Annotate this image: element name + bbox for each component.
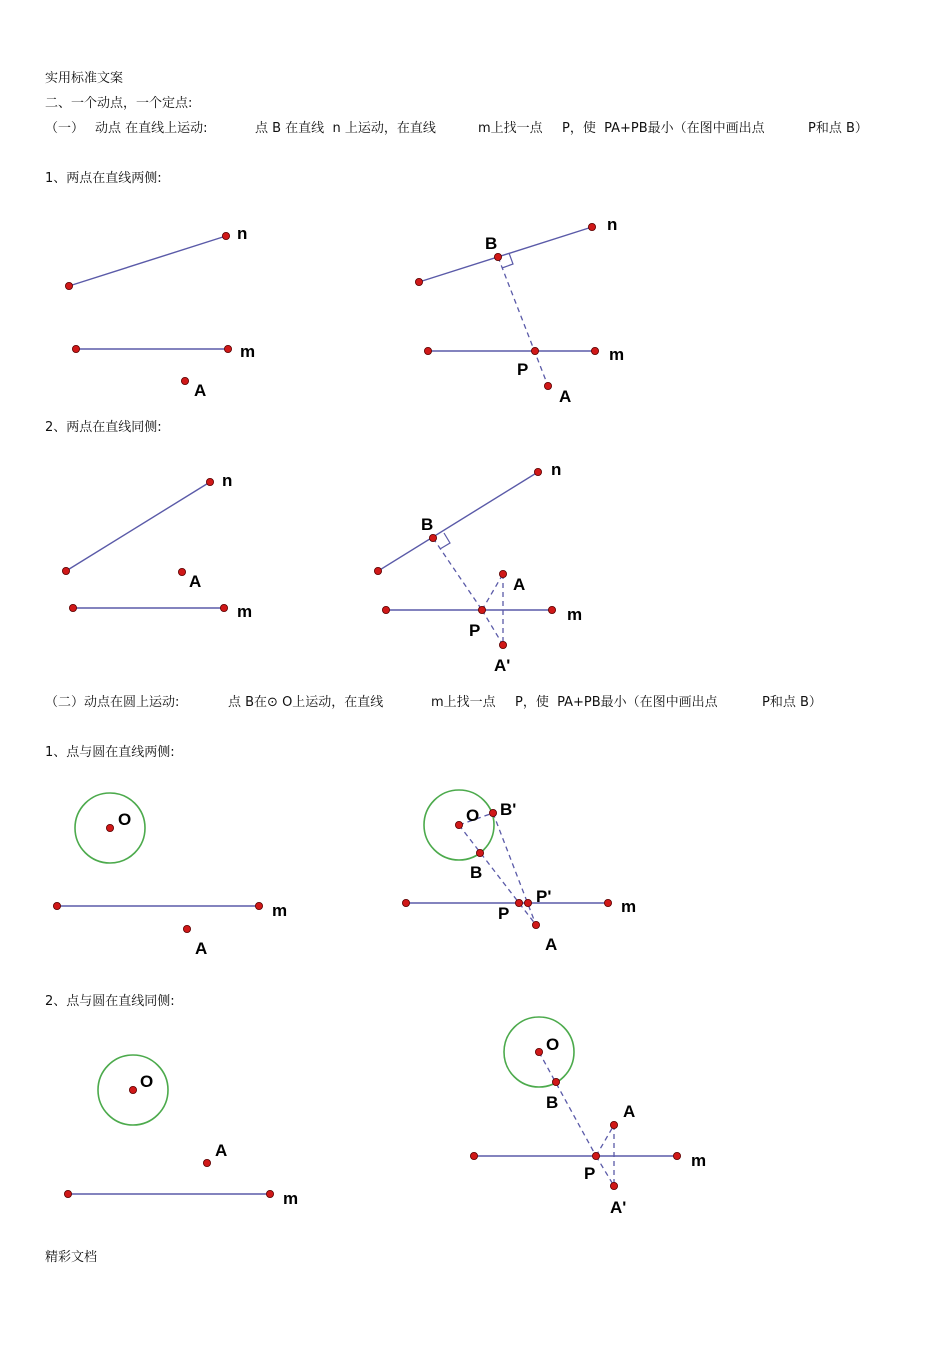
point-a xyxy=(178,568,185,575)
point xyxy=(65,282,72,289)
point xyxy=(382,606,389,613)
point xyxy=(591,347,598,354)
point xyxy=(62,567,69,574)
label-m: m xyxy=(272,901,288,920)
point xyxy=(222,232,229,239)
point-b xyxy=(429,534,436,541)
part2-case1-heading: 1、点与圆在直线两侧: xyxy=(45,745,175,760)
line-n xyxy=(69,236,226,286)
figure-4-right xyxy=(470,1017,706,1217)
point-a xyxy=(499,570,506,577)
label-p: P xyxy=(469,621,481,640)
line-n xyxy=(419,227,592,282)
figure-3-right xyxy=(402,790,636,954)
label-a: A xyxy=(545,935,558,954)
label-p: P xyxy=(498,904,510,923)
label-o: O xyxy=(118,810,132,829)
label-m: m xyxy=(240,342,256,361)
label-a: A xyxy=(513,575,526,594)
point-a xyxy=(203,1159,210,1166)
label-b: B xyxy=(421,515,434,534)
point-b xyxy=(552,1078,559,1085)
label-b: B xyxy=(470,863,483,882)
part1-case2-heading: 2、两点在直线同侧: xyxy=(45,420,162,435)
point-a-prime xyxy=(499,641,506,648)
figure-3-left xyxy=(53,793,287,958)
point xyxy=(424,347,431,354)
dashed-p-to-a xyxy=(482,574,503,610)
part2-heading-c: m上找一点 xyxy=(431,695,496,710)
point xyxy=(604,899,611,906)
point xyxy=(534,468,541,475)
part1-heading-f: P和点 B） xyxy=(808,121,868,136)
label-a: A xyxy=(623,1102,636,1121)
label-m: m xyxy=(609,345,625,364)
figure-1-left xyxy=(65,224,255,400)
label-p: P xyxy=(584,1164,596,1183)
label-a: A xyxy=(194,381,207,400)
label-a: A xyxy=(559,387,572,406)
label-a-prime: A' xyxy=(610,1198,627,1217)
label-b-prime: B' xyxy=(500,800,517,819)
line-n xyxy=(378,472,538,571)
dashed-p-to-a xyxy=(596,1125,614,1156)
point-b-prime xyxy=(489,809,496,816)
label-a-prime: A' xyxy=(494,656,511,675)
part1-heading-b: 动点 在直线上运动: xyxy=(95,121,208,136)
point-p-prime xyxy=(524,899,531,906)
point xyxy=(470,1152,477,1159)
label-b: B xyxy=(485,234,498,253)
part2-heading-a: （二）动点在圆上运动: xyxy=(45,695,180,710)
point xyxy=(255,902,262,909)
point xyxy=(402,899,409,906)
point-o xyxy=(535,1048,542,1055)
point xyxy=(673,1152,680,1159)
label-a: A xyxy=(189,572,202,591)
part1-case1-heading: 1、两点在直线两侧: xyxy=(45,171,162,186)
right-angle-mark xyxy=(440,533,450,549)
point xyxy=(69,604,76,611)
part2-heading-e: P和点 B） xyxy=(762,695,822,710)
point xyxy=(206,478,213,485)
label-m: m xyxy=(237,602,253,621)
point-p xyxy=(478,606,485,613)
point-p xyxy=(531,347,538,354)
label-o: O xyxy=(140,1072,154,1091)
dashed-p-to-a-prime xyxy=(482,610,503,645)
figure-2-right xyxy=(374,460,582,675)
point xyxy=(266,1190,273,1197)
label-a: A xyxy=(195,939,208,958)
point-o xyxy=(455,821,462,828)
label-o: O xyxy=(546,1035,560,1054)
part1-heading-d: m上找一点 xyxy=(478,121,543,136)
footer-text: 精彩文档 xyxy=(45,1250,98,1265)
label-b: B xyxy=(546,1093,559,1112)
label-a: A xyxy=(215,1141,228,1160)
point-b xyxy=(476,849,483,856)
figure-2-left xyxy=(62,471,252,621)
point xyxy=(548,606,555,613)
point xyxy=(588,223,595,230)
line-n xyxy=(66,482,210,571)
point-b xyxy=(494,253,501,260)
section-heading: 二、一个动点，一个定点: xyxy=(45,96,193,111)
part2-heading-b: 点 B在⊙ O上运动，在直线 xyxy=(228,695,384,710)
part1-heading-c: 点 B 在直线 n 上运动，在直线 xyxy=(255,121,436,136)
label-p: P xyxy=(517,360,529,379)
point xyxy=(72,345,79,352)
label-m: m xyxy=(621,897,637,916)
point xyxy=(415,278,422,285)
point-p xyxy=(515,899,522,906)
label-m: m xyxy=(283,1189,299,1208)
dashed-p-to-a-prime xyxy=(596,1156,614,1186)
part1-heading-a: （一） xyxy=(45,121,85,136)
label-n: n xyxy=(222,471,233,490)
point xyxy=(64,1190,71,1197)
point-o xyxy=(106,824,113,831)
label-n: n xyxy=(237,224,248,243)
figure-4-left xyxy=(64,1055,298,1208)
point xyxy=(374,567,381,574)
point-a xyxy=(532,921,539,928)
label-m: m xyxy=(691,1151,707,1170)
label-o: O xyxy=(466,806,480,825)
header-title: 实用标准文案 xyxy=(45,71,124,86)
label-n: n xyxy=(607,215,618,234)
point xyxy=(224,345,231,352)
part2-case2-heading: 2、点与圆在直线同侧: xyxy=(45,994,175,1009)
label-n: n xyxy=(551,460,562,479)
point-a xyxy=(610,1121,617,1128)
label-m: m xyxy=(567,605,583,624)
label-p-prime: P' xyxy=(536,887,552,906)
part1-heading-e: P，使 PA+PB最小（在图中画出点 xyxy=(562,121,765,136)
part2-heading-d: P，使 PA+PB最小（在图中画出点 xyxy=(515,695,718,710)
point-a-prime xyxy=(610,1182,617,1189)
point xyxy=(53,902,60,909)
figure-1-right xyxy=(415,215,624,406)
point-p xyxy=(592,1152,599,1159)
point-a xyxy=(183,925,190,932)
point-a xyxy=(181,377,188,384)
point-a xyxy=(544,382,551,389)
point xyxy=(220,604,227,611)
point-o xyxy=(129,1086,136,1093)
